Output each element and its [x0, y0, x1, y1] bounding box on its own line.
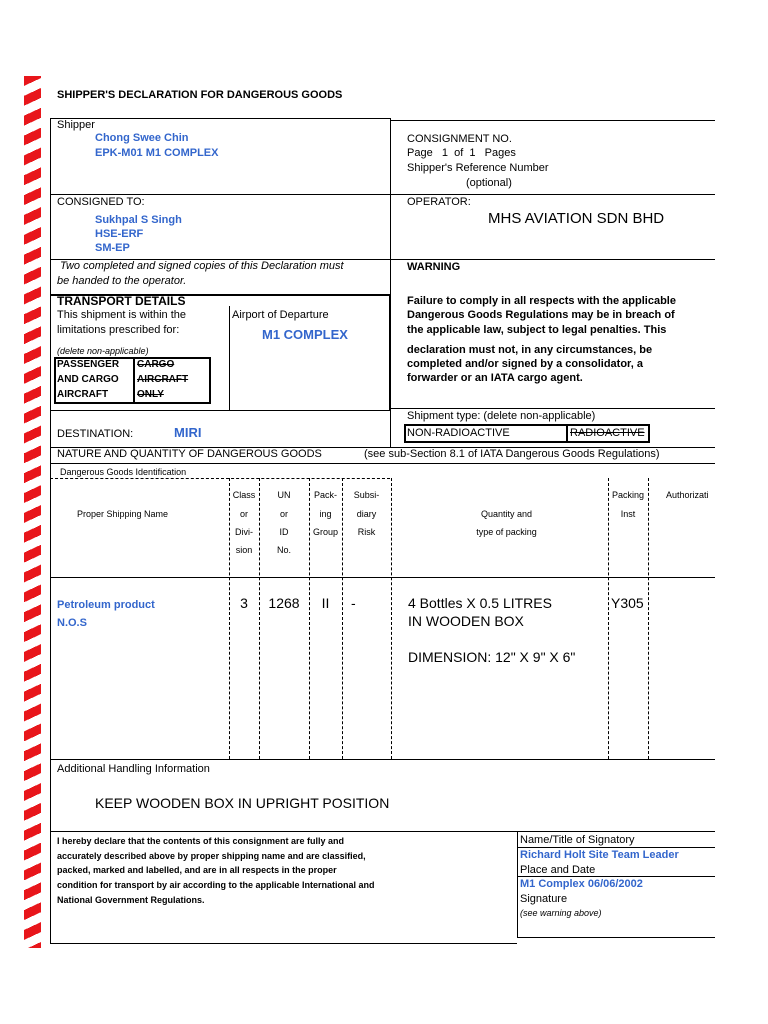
departure-label: Airport of Departure — [232, 309, 329, 321]
radioactive-option[interactable]: RADIOACTIVE — [570, 427, 645, 439]
transport-delete-note: (delete non-applicable) — [57, 346, 149, 356]
item-psn-line2: N.O.S — [57, 617, 87, 629]
form-bottom-border-right — [517, 937, 715, 938]
place-date-value: M1 Complex 06/06/2002 — [520, 878, 643, 890]
col-sep-packing — [608, 478, 609, 759]
declaration-line-5: National Government Regulations. — [57, 895, 205, 905]
form-top-border-right — [390, 120, 715, 121]
handling-label: Additional Handling Information — [57, 763, 210, 775]
pax-aircraft-line3[interactable]: AIRCRAFT — [57, 389, 109, 400]
declaration-line-2: accurately described above by proper shipping name and are classified, — [57, 851, 366, 861]
col-sep-un — [259, 478, 260, 759]
col-header-psn: Proper Shipping Name — [77, 509, 169, 519]
declaration-line-1: I hereby declare that the contents of this consignment are fully and — [57, 836, 345, 846]
departure-value: M1 COMPLEX — [262, 327, 348, 342]
copies-note-line1: Two completed and signed copies of this Declaration must — [57, 260, 344, 272]
item-packing-instruction: Y305 — [611, 595, 644, 611]
signature-note: (see warning above) — [520, 908, 602, 918]
cargo-aircraft-line2[interactable]: AIRCRAFT — [137, 374, 189, 385]
col-header-packing-1: Packing — [611, 490, 645, 500]
warning-line-5: completed and/or signed by a consolidator, a — [407, 358, 643, 370]
col-header-subsid-3: Risk — [357, 527, 376, 537]
aircraft-type-divider — [133, 357, 135, 404]
optional-note: (optional) — [466, 177, 512, 189]
col-header-un-1: UN — [277, 490, 291, 500]
col-header-pg-1: Pack- — [313, 490, 337, 500]
row-line-6 — [50, 577, 715, 578]
operator-label: OPERATOR: — [407, 196, 471, 208]
warning-line-4: declaration must not, in any circumstances, be — [407, 344, 653, 356]
row-line-5 — [50, 463, 715, 464]
nature-reference: (see sub-Section 8.1 of IATA Dangerous Goods Regulations) — [364, 448, 660, 460]
col-header-class-3: Divi- — [235, 527, 253, 537]
col-header-class-4: sion — [235, 545, 253, 555]
dg-ident-underline — [50, 478, 390, 479]
col-sep-pg — [309, 478, 310, 759]
pax-aircraft-line2[interactable]: AND CARGO — [57, 374, 119, 385]
consignee-label: CONSIGNED TO: — [57, 196, 145, 208]
item-subsidiary-risk: - — [351, 595, 356, 611]
col-header-authorization: Authorizati — [666, 490, 709, 500]
item-quantity-line1: 4 Bottles X 0.5 LITRES — [408, 595, 552, 611]
cargo-aircraft-line1[interactable]: CARGO — [137, 359, 175, 370]
signatory-name-value: Richard Holt Site Team Leader — [520, 849, 679, 861]
item-psn-line1: Petroleum product — [57, 599, 155, 611]
col-header-qty-2: type of packing — [476, 527, 537, 537]
item-class: 3 — [240, 595, 248, 611]
transport-limit-line1: This shipment is within the — [57, 309, 186, 321]
row-line-7 — [50, 759, 715, 760]
item-quantity-line2: IN WOODEN BOX — [408, 613, 524, 629]
warning-line-2: Dangerous Goods Regulations may be in breach of — [407, 309, 675, 321]
page-count: Page 1 of 1 Pages — [407, 147, 516, 159]
destination-label: DESTINATION: — [57, 428, 134, 440]
shipper-address: EPK-M01 M1 COMPLEX — [95, 147, 219, 159]
transport-right-edge — [389, 294, 391, 410]
operator-value: MHS AVIATION SDN BHD — [488, 210, 665, 227]
transport-details-header: TRANSPORT DETAILS — [57, 294, 186, 308]
warning-label: WARNING — [407, 261, 461, 273]
transport-limit-line2: limitations prescribed for: — [57, 324, 180, 336]
handling-value: KEEP WOODEN BOX IN UPRIGHT POSITION — [95, 795, 390, 811]
col-sep-auth — [648, 478, 649, 759]
col-header-pg-3: Group — [312, 527, 338, 537]
consignment-label: CONSIGNMENT NO. — [407, 133, 512, 145]
place-date-label: Place and Date — [520, 864, 596, 876]
sig-line-2 — [517, 876, 715, 877]
consignee-name: Sukhpal S Singh — [95, 214, 182, 226]
shipper-ref-label: Shipper's Reference Number — [407, 162, 549, 174]
warning-line-1: Failure to comply in all respects with the applicable — [407, 295, 676, 307]
shipper-name: Chong Swee Chin — [95, 132, 189, 144]
shipper-label: Shipper — [57, 119, 95, 131]
warning-line-6: forwarder or an IATA cargo agent. — [407, 372, 583, 384]
item-packing-group: II — [321, 595, 330, 611]
col-header-subsid-2: diary — [356, 509, 377, 519]
non-radioactive-option[interactable]: NON-RADIOACTIVE — [407, 427, 510, 439]
row-line-warning — [390, 408, 715, 409]
consignee-unit: SM-EP — [95, 242, 130, 254]
warning-line-3: the applicable law, subject to legal penalties. This — [407, 324, 667, 336]
signature-label: Signature — [520, 893, 568, 905]
col-header-pg-2: ing — [319, 509, 332, 519]
copies-note-line2: be handed to the operator. — [57, 275, 187, 287]
row-line-8 — [50, 831, 715, 832]
form-bottom-border — [50, 943, 517, 944]
declaration-line-4: condition for transport by air according to the applicable International and — [57, 880, 375, 890]
shipment-type-label: Shipment type: (delete non-applicable) — [407, 410, 596, 422]
signatory-name-label: Name/Title of Signatory — [520, 834, 635, 846]
form-left-border — [50, 118, 51, 944]
item-dimension: DIMENSION: 12" X 9" X 6" — [408, 649, 576, 665]
consignee-dept: HSE-ERF — [95, 228, 144, 240]
col-header-un-2: or — [279, 509, 288, 519]
departure-divider — [229, 306, 230, 410]
col-header-packing-2: Inst — [620, 509, 636, 519]
row-line-1 — [50, 194, 715, 195]
nature-label: NATURE AND QUANTITY OF DANGEROUS GOODS — [57, 448, 322, 460]
dg-identification-label: Dangerous Goods Identification — [60, 467, 187, 477]
shipment-type-divider — [566, 424, 568, 443]
hazard-stripe-border — [24, 76, 41, 948]
col-header-class-2: or — [239, 509, 248, 519]
destination-value: MIRI — [174, 425, 202, 440]
item-un-number: 1268 — [268, 595, 300, 611]
col-header-subsid-1: Subsi- — [353, 490, 380, 500]
row-line-3 — [50, 410, 390, 411]
declaration-line-3: packed, marked and labelled, and are in all respects in the proper — [57, 865, 337, 875]
col-sep-subsid — [342, 478, 343, 759]
col-sep-qty — [391, 478, 392, 759]
col-header-qty-1: Quantity and — [480, 509, 533, 519]
col-header-un-3: ID — [279, 527, 289, 537]
sig-line-1 — [517, 847, 715, 848]
pax-aircraft-line1[interactable]: PASSENGER — [57, 359, 120, 370]
cargo-aircraft-line3[interactable]: ONLY — [137, 389, 164, 400]
form-top-border — [50, 118, 390, 119]
col-header-un-4: No. — [276, 545, 291, 555]
col-sep-class — [229, 478, 230, 759]
document-title: SHIPPER'S DECLARATION FOR DANGEROUS GOODS — [57, 89, 343, 101]
col-header-class-1: Class — [232, 490, 256, 500]
